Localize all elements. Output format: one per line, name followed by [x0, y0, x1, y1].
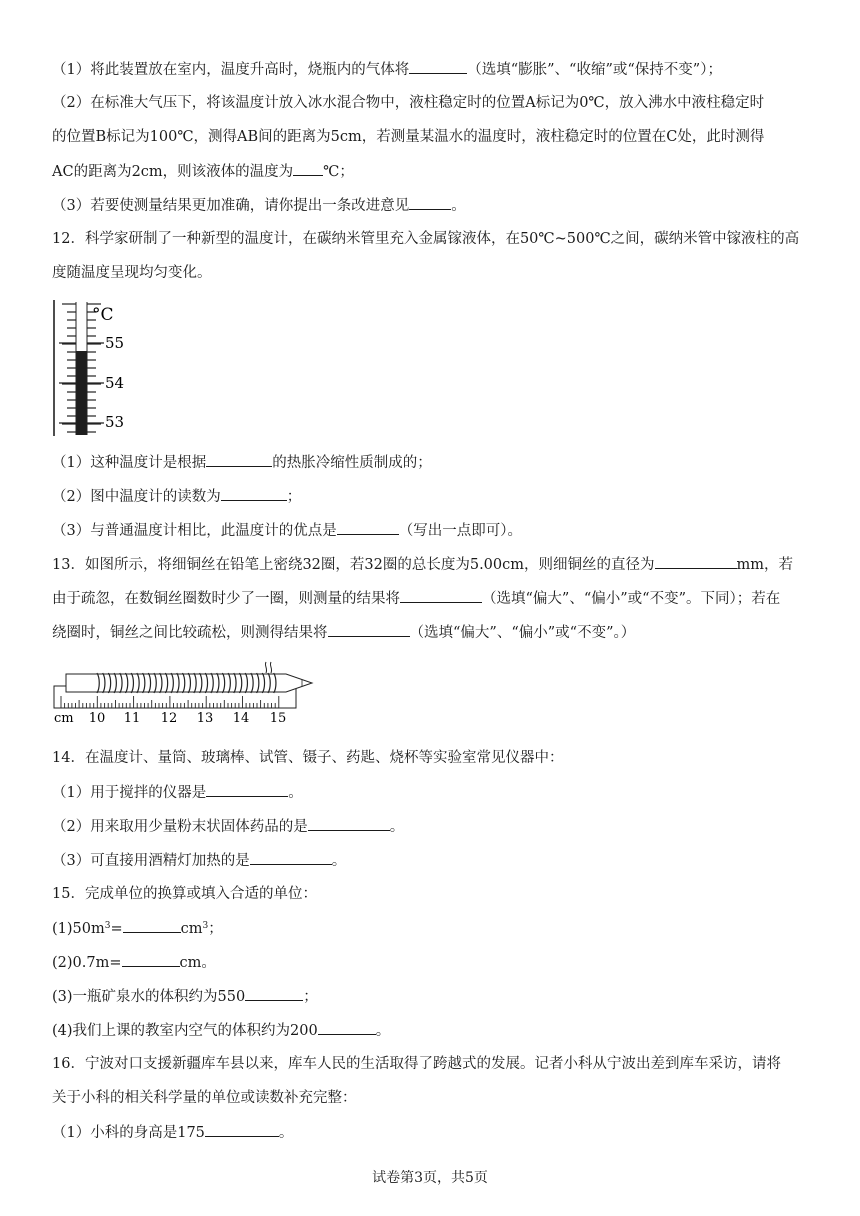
answer-blank[interactable] — [337, 520, 399, 535]
q11-part1: （1）将此装置放在室内，温度升高时，烧瓶内的气体将 （选填“膨胀”、“收缩”或“保持不变”）； — [52, 59, 722, 80]
q14-part2: （2）用来取用少量粉末状固体药品的是 。 — [52, 816, 404, 837]
q15-part2: (2)0.7m= cm。 — [52, 952, 216, 973]
thermometer-unit: °C — [92, 305, 114, 325]
thermometer-figure — [50, 296, 140, 438]
thermometer-label-55: 55 — [105, 334, 125, 352]
q13-line2: 由于疏忽，在数铜丝圈数时少了一圈，则测量的结果将 （选填“偏大”、“偏小”或“不变”。下同）；若在 — [52, 588, 780, 609]
q14-part1: （1）用于搅拌的仪器是 。 — [52, 782, 303, 803]
answer-blank[interactable] — [409, 195, 451, 210]
answer-blank[interactable] — [655, 554, 737, 569]
q11-part2-line3: AC的距离为2cm，则该液体的温度为 ℃； — [52, 161, 354, 182]
thermometer-label-54: 54 — [105, 374, 125, 392]
q15-stem: 15．完成单位的换算或填入合适的单位： — [52, 886, 317, 902]
ruler-label-10: 10 — [88, 711, 106, 726]
answer-blank[interactable] — [293, 161, 323, 176]
answer-blank[interactable] — [206, 452, 272, 467]
answer-blank[interactable] — [245, 986, 303, 1001]
q15-part4: (4)我们上课的教室内空气的体积约为200 。 — [52, 1020, 390, 1041]
answer-blank[interactable] — [123, 918, 181, 933]
q12-part3: （3）与普通温度计相比，此温度计的优点是 （写出一点即可）。 — [52, 520, 522, 541]
q12-stem-line1: 12．科学家研制了一种新型的温度计，在碳纳米管里充入金属镓液体，在50℃~500℃之间，碳纳米管中镓液柱的高 — [52, 231, 800, 247]
q14-part3: （3）可直接用酒精灯加热的是 。 — [52, 850, 346, 871]
answer-blank[interactable] — [318, 1020, 376, 1035]
q12-stem-line2: 度随温度呈现均匀变化。 — [52, 265, 212, 281]
q12-part2: （2）图中温度计的读数为 ； — [52, 486, 301, 507]
q11-part2-line2: 的位置B标记为100℃，测得AB间的距离为5cm，若测量某温水的温度时，液柱稳定时的位置在C处，此时测得 — [52, 129, 765, 145]
answer-blank[interactable] — [409, 59, 467, 74]
q12-part1: （1）这种温度计是根据 的热胀冷缩性质制成的； — [52, 452, 432, 473]
answer-blank[interactable] — [308, 816, 390, 831]
answer-blank[interactable] — [206, 782, 288, 797]
ruler-unit: cm — [54, 711, 74, 726]
answer-blank[interactable] — [122, 952, 180, 967]
q16-stem-line1: 16．宁波对口支援新疆库车县以来，库车人民的生活取得了跨越式的发展。记者小科从宁波出差到库车采访，请将 — [52, 1056, 781, 1072]
q16-part1: （1）小科的身高是175 。 — [52, 1122, 293, 1143]
answer-blank[interactable] — [400, 588, 482, 603]
answer-blank[interactable] — [250, 850, 332, 865]
q16-stem-line2: 关于小科的相关科学量的单位或读数补充完整： — [52, 1090, 357, 1106]
q11-part2-line1: （2）在标准大气压下，将该温度计放入冰水混合物中，液柱稳定时的位置A标记为0℃，放入沸水中液柱稳定时 — [52, 95, 765, 111]
ruler-label-11: 11 — [123, 711, 141, 726]
ruler-label-14: 14 — [232, 711, 250, 726]
ruler-label-12: 12 — [160, 711, 178, 726]
answer-blank[interactable] — [205, 1122, 279, 1137]
ruler-label-15: 15 — [269, 711, 287, 726]
pencil-ruler-figure — [50, 654, 320, 730]
q13-line3: 绕圈时，铜丝之间比较疏松，则测得结果将 （选填“偏大”、“偏小”或“不变”。） — [52, 622, 635, 643]
answer-blank[interactable] — [328, 622, 410, 637]
q15-part1: $(1)50m^3= cm^3$； — [52, 918, 223, 939]
q13-line1: 13．如图所示，将细铜丝在铅笔上密绕32圈，若32圈的总长度为5.00cm，则细铜丝的直径为 mm，若 — [52, 554, 793, 575]
page-footer: 试卷第3页，共5页 — [372, 1170, 488, 1186]
q15-part3: (3)一瓶矿泉水的体积约为550 ； — [52, 986, 318, 1007]
thermometer-label-53: 53 — [105, 413, 125, 431]
ruler-label-13: 13 — [196, 711, 214, 726]
answer-blank[interactable] — [221, 486, 287, 501]
q11-part3: （3）若要使测量结果更加准确，请你提出一条改进意见 。 — [52, 195, 466, 216]
q14-stem: 14．在温度计、量筒、玻璃棒、试管、镊子、药匙、烧杯等实验室常见仪器中： — [52, 750, 564, 766]
